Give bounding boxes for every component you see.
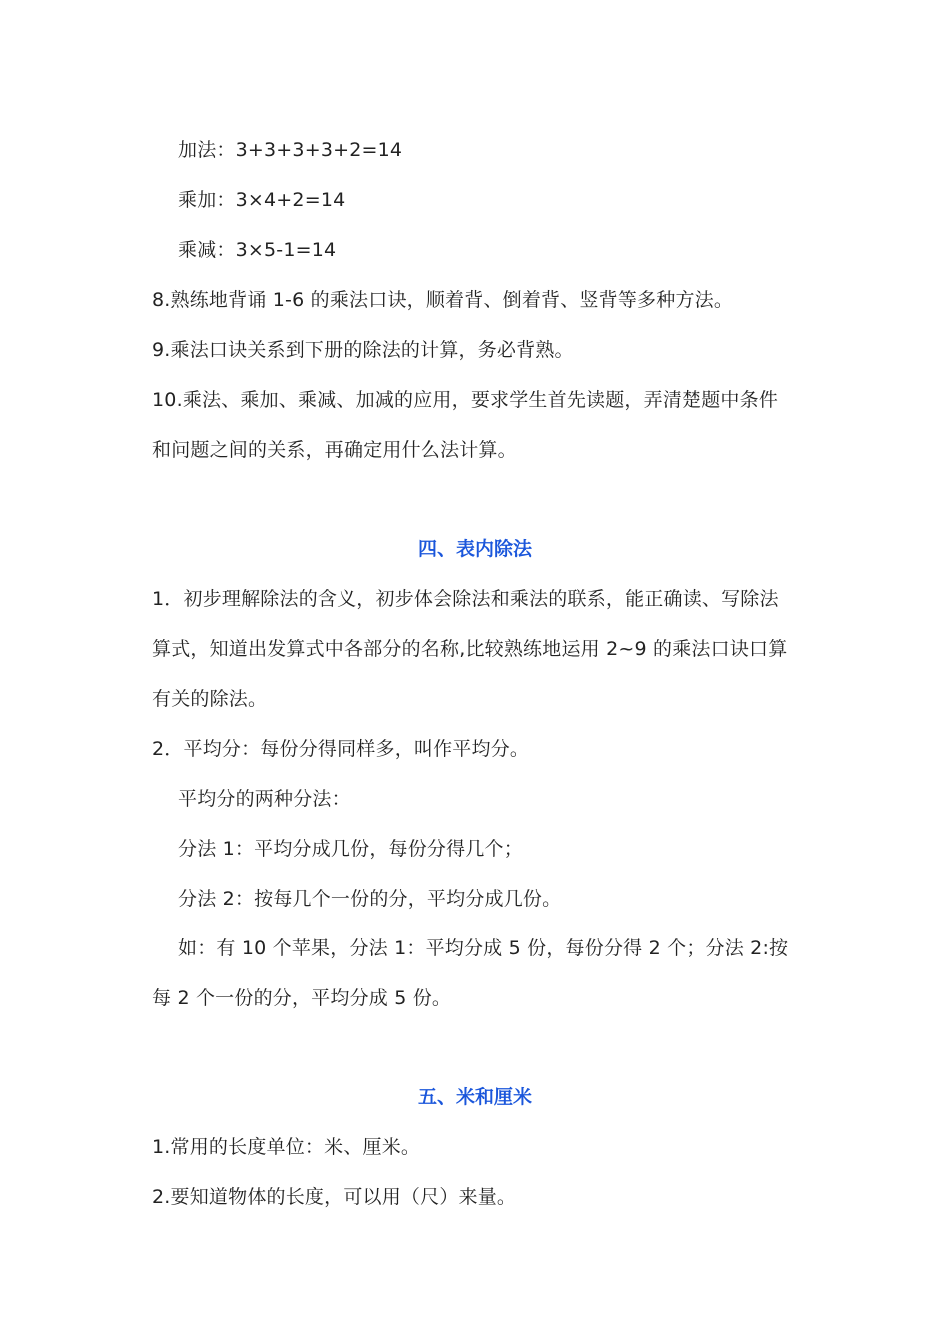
text-line: 1．初步理解除法的含义，初步体会除法和乘法的联系，能正确读、写除法 bbox=[152, 588, 779, 610]
text-line: 如：有 10 个苹果，分法 1：平均分成 5 份，每份分得 2 个；分法 2:按 bbox=[178, 937, 789, 959]
text-line: 10.乘法、乘加、乘减、加减的应用，要求学生首先读题，弄清楚题中条件 bbox=[152, 389, 779, 411]
text-line: 乘减：3×5-1=14 bbox=[178, 239, 337, 261]
text-line: 9.乘法口诀关系到下册的除法的计算，务必背熟。 bbox=[152, 339, 574, 361]
text-line: 1.常用的长度单位：米、厘米。 bbox=[152, 1136, 421, 1158]
section-heading: 五、米和厘米 bbox=[417, 1086, 532, 1108]
text-line: 分法 2：按每几个一份的分，平均分成几份。 bbox=[178, 888, 562, 910]
text-line: 和问题之间的关系，再确定用什么法计算。 bbox=[152, 439, 517, 461]
text-line: 算式，知道出发算式中各部分的名称,比较熟练地运用 2~9 的乘法口诀口算 bbox=[152, 638, 788, 660]
text-line: 有关的除法。 bbox=[152, 688, 268, 710]
text-line: 2.要知道物体的长度，可以用（尺）来量。 bbox=[152, 1186, 517, 1208]
text-line: 分法 1：平均分成几份，每份分得几个； bbox=[178, 838, 523, 860]
text-line: 乘加：3×4+2=14 bbox=[178, 189, 346, 211]
text-line: 加法：3+3+3+3+2=14 bbox=[178, 139, 403, 161]
text-line: 8.熟练地背诵 1-6 的乘法口诀，顺着背、倒着背、竖背等多种方法。 bbox=[152, 289, 734, 311]
text-line: 每 2 个一份的分，平均分成 5 份。 bbox=[152, 987, 452, 1009]
section-heading: 四、表内除法 bbox=[417, 538, 532, 560]
text-line: 平均分的两种分法： bbox=[178, 788, 351, 810]
text-line: 2．平均分：每份分得同样多，叫作平均分。 bbox=[152, 738, 530, 760]
